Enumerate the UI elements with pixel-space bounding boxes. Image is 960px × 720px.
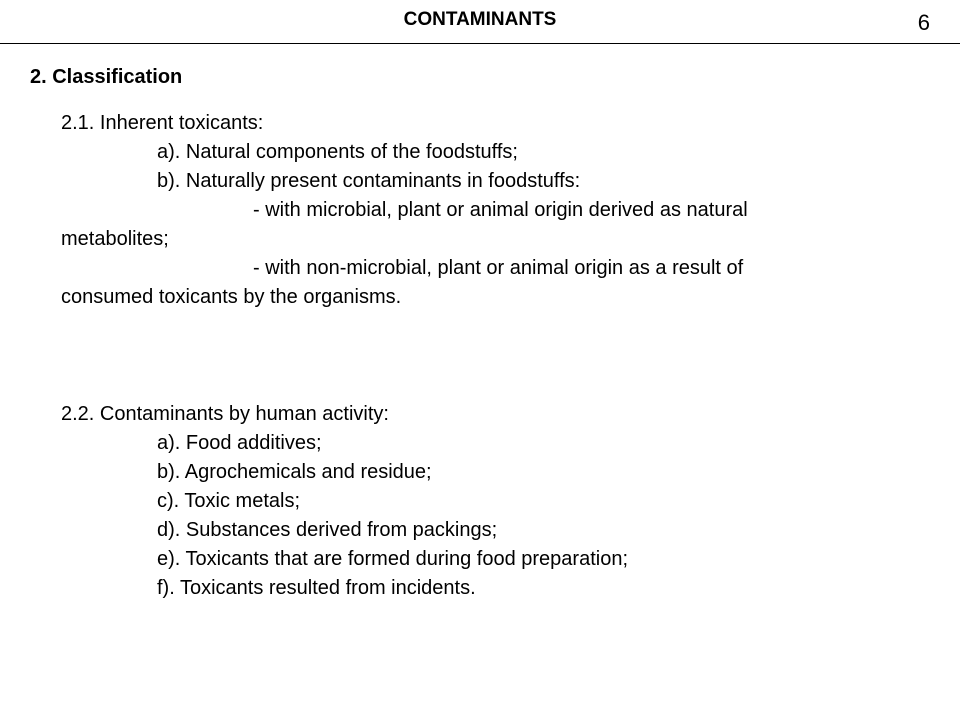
human-activity-item-b: b). Agrochemicals and residue; bbox=[157, 461, 432, 483]
human-activity-item-a: a). Food additives; bbox=[157, 432, 322, 454]
human-activity-block bbox=[61, 400, 861, 603]
inherent-subitem-1: - with microbial, plant or animal origin derived as natural bbox=[253, 199, 748, 221]
header-divider bbox=[0, 43, 960, 44]
section-heading: 2. Classification bbox=[30, 66, 183, 88]
human-activity-item-c: c). Toxic metals; bbox=[157, 490, 300, 512]
inherent-toxicants-block bbox=[61, 109, 861, 312]
page-number: 6 bbox=[917, 10, 930, 35]
human-activity-item-d: d). Substances derived from packings; bbox=[157, 519, 498, 541]
inherent-item-b: b). Naturally present contaminants in foodstuffs: bbox=[157, 170, 581, 192]
inherent-toxicants-title: 2.1. Inherent toxicants: bbox=[61, 112, 264, 134]
inherent-subitem-2-continuation: consumed toxicants by the organisms. bbox=[61, 286, 402, 308]
inherent-subitem-1-continuation: metabolites; bbox=[61, 228, 169, 250]
human-activity-title: 2.2. Contaminants by human activity: bbox=[61, 403, 389, 425]
inherent-subitem-2: - with non-microbial, plant or animal origin as a result of bbox=[253, 257, 744, 279]
human-activity-item-e: e). Toxicants that are formed during food preparation; bbox=[157, 548, 629, 570]
inherent-item-a: a). Natural components of the foodstuffs; bbox=[157, 141, 518, 163]
human-activity-item-f: f). Toxicants resulted from incidents. bbox=[157, 577, 476, 599]
page-header-title: CONTAMINANTS bbox=[403, 9, 557, 30]
